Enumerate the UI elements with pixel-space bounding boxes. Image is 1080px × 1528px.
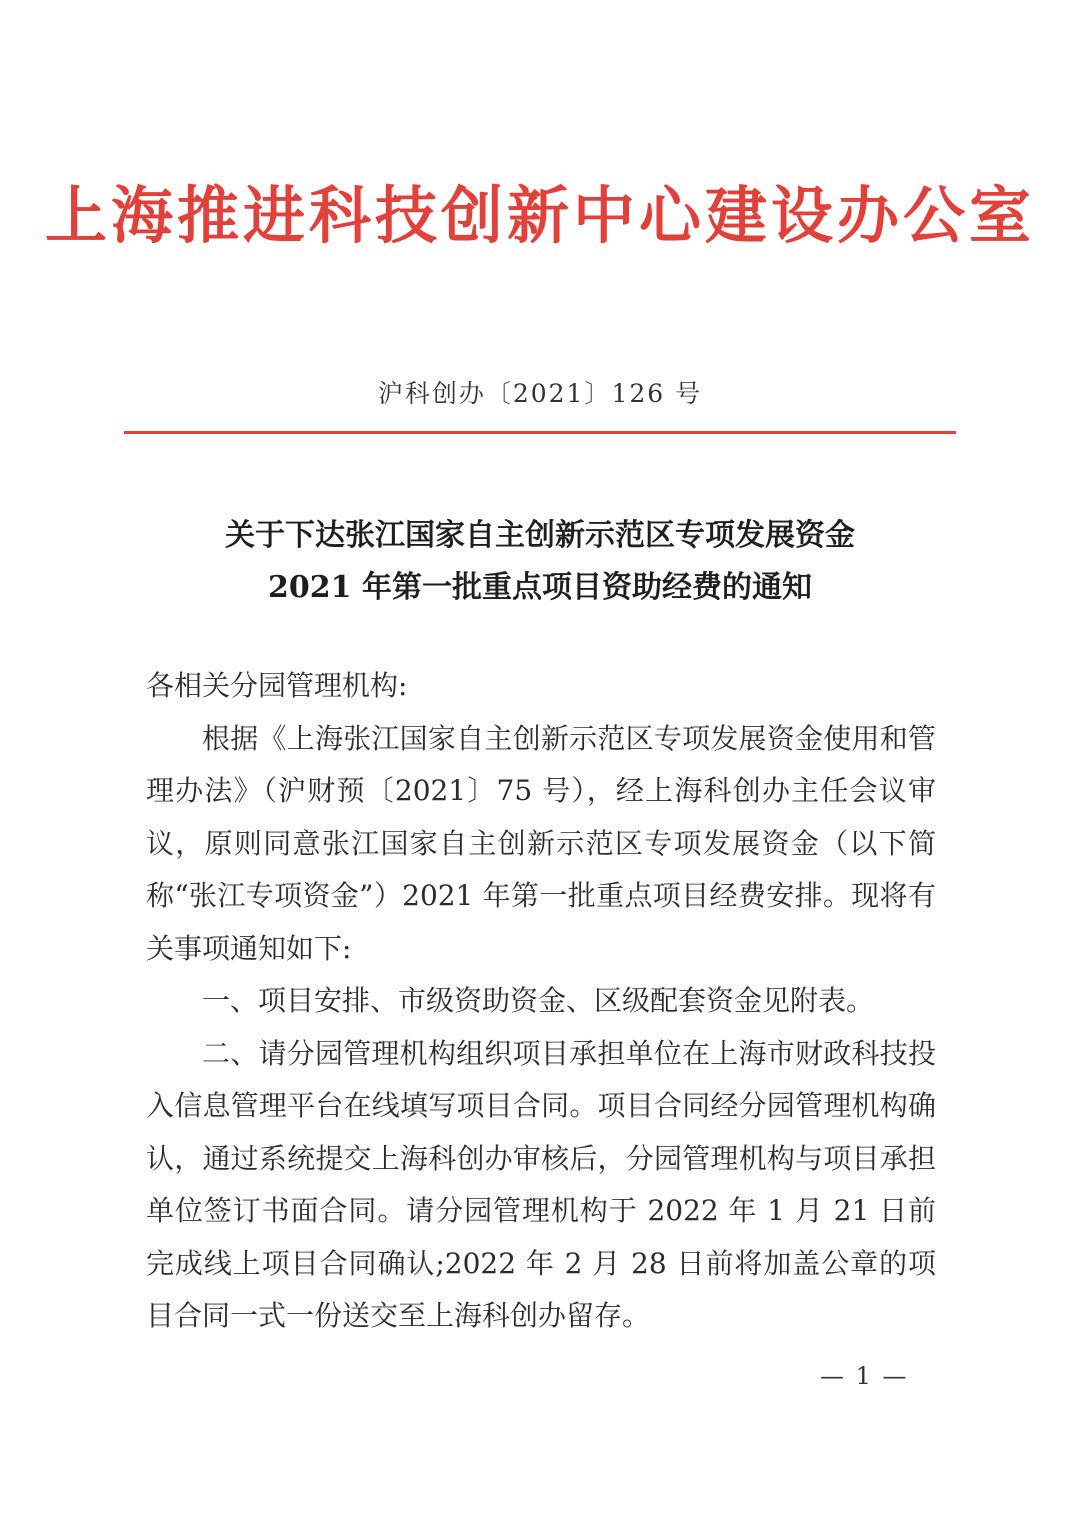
body-paragraph: 根据《上海张江国家自主创新示范区专项发展资金使用和管理办法》（沪财预〔2021〕75 号），经上海科创办主任会议审议，原则同意张江国家自主创新示范区专项发展资金（以下简称“张江专项资金”）2021 年第一批重点项目经费安排。现将有关事项通知如下: (146, 721, 936, 965)
document-number: 沪科创办〔2021〕126 号 (377, 379, 703, 408)
notice-body (146, 660, 936, 1343)
red-divider-line (124, 431, 956, 434)
notice-title-line-1: 关于下达张江国家自主创新示范区专项发展资金 (225, 518, 855, 553)
body-paragraph: 一、项目安排、市级资助资金、区级配套资金见附表。 (202, 984, 875, 1017)
body-paragraph: 二、请分园管理机构组织项目承担单位在上海市财政科技投入信息管理平台在线填写项目合同。项目合同经分园管理机构确认，通过系统提交上海科创办审核后，分园管理机构与项目承担单位签订书面合同。请分园管理机构于 2022 年 1 月 21 日前完成线上项目合同确认;2022 年 2 月 28 日前将加盖公章的项目合同一式一份送交至上海科创办留存。 (146, 1036, 936, 1332)
notice-title (0, 510, 1080, 614)
page-number: — 1 — (820, 1362, 909, 1390)
issuer-header: 上海推进科技创新中心建设办公室 (44, 179, 1035, 252)
notice-title-line-2: 2021 年第一批重点项目资助经费的通知 (268, 570, 812, 605)
salutation: 各相关分园管理机构: (146, 669, 408, 702)
